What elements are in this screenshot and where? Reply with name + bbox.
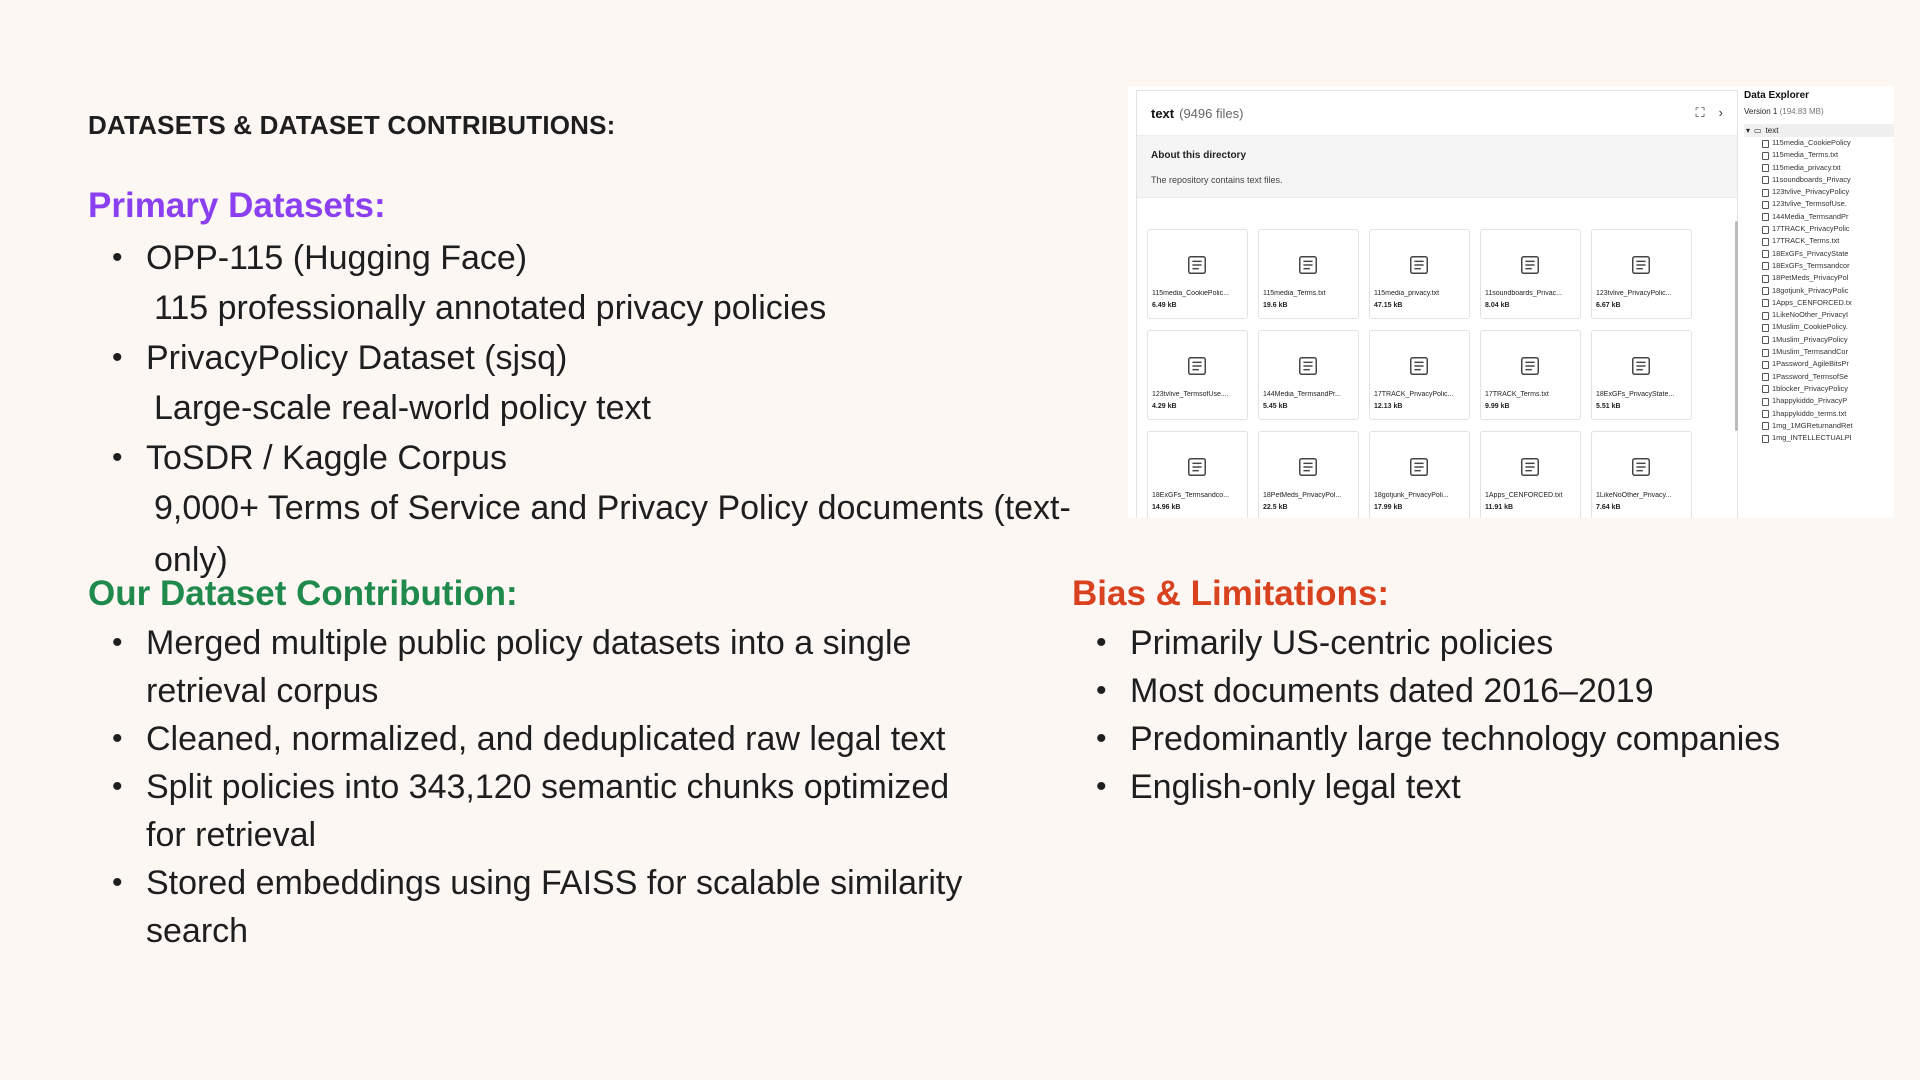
file-name: 144Media_TermsandPr... (1263, 391, 1341, 398)
bias-item: • Predominantly large technology companies (1076, 715, 1876, 763)
dataset-name: PrivacyPolicy Dataset (sjsq) (146, 339, 568, 377)
tree-file-item[interactable]: 115media_privacy.txt (1744, 162, 1894, 174)
tree-file-item[interactable]: 1Muslim_CookiePolicy. (1744, 321, 1894, 333)
file-name: 17TRACK_PrivacyPolic... (1374, 391, 1454, 398)
tree-file-item[interactable]: 115media_CookiePolicy (1744, 137, 1894, 149)
document-icon (1186, 355, 1208, 377)
file-name: 123tvlive_TermsofUse.... (1152, 391, 1229, 398)
tree-file-item[interactable]: 18PetMeds_PrivacyPol (1744, 272, 1894, 284)
file-size: 5.51 kB (1596, 403, 1621, 410)
tree-file-item[interactable]: 1Muslim_PrivacyPolicy (1744, 334, 1894, 346)
file-size: 9.99 kB (1485, 403, 1510, 410)
contribution-item: • Stored embeddings using FAISS for scalable similarity search (92, 859, 992, 955)
file-name: 115media_Terms.txt (1263, 290, 1326, 297)
file-name: 18ExGFs_Termsandco... (1152, 492, 1230, 499)
bias-list (1076, 619, 1876, 811)
tree-file-item[interactable]: 123tvlive_PrivacyPolicy (1744, 186, 1894, 198)
file-grid (1147, 229, 1707, 518)
primary-datasets-title: Primary Datasets: (88, 186, 386, 225)
file-card[interactable] (1258, 229, 1359, 319)
primary-datasets-list (92, 234, 1142, 586)
tree-root-label: text (1765, 126, 1779, 135)
tree-file-item[interactable]: 1Password_AgileBitsPr (1744, 358, 1894, 370)
file-size: 12.13 kB (1374, 403, 1403, 410)
document-icon (1408, 456, 1430, 478)
dataset-name: OPP-115 (Hugging Face) (146, 239, 528, 277)
contribution-item: • Merged multiple public policy datasets into a single retrieval corpus (92, 619, 992, 715)
tree-file-item[interactable]: 1mg_INTELLECTUALPI (1744, 432, 1894, 444)
explorer-version: Version 1 (194.83 MB) (1744, 107, 1824, 116)
tree-file-item[interactable]: 1mg_1MGReturnandRet (1744, 420, 1894, 432)
tree-root[interactable] (1744, 124, 1894, 137)
file-name: 18ExGFs_PrivacyState... (1596, 391, 1675, 398)
tree-file-item[interactable]: 17TRACK_Terms.txt (1744, 235, 1894, 247)
file-card[interactable] (1480, 431, 1581, 518)
about-description: The repository contains text files. (1151, 175, 1283, 185)
tree-file-item[interactable]: 1happykiddo_terms.txt (1744, 408, 1894, 420)
tree-file-item[interactable]: 144Media_TermsandPr (1744, 211, 1894, 223)
scrollbar[interactable] (1735, 221, 1738, 431)
file-name: 18gotjunk_PrivacyPoli... (1374, 492, 1449, 499)
data-explorer (1744, 86, 1894, 518)
file-size: 7.64 kB (1596, 504, 1621, 511)
document-icon (1186, 254, 1208, 276)
tree-file-item[interactable]: 1Password_TermsofSe (1744, 371, 1894, 383)
document-icon (1519, 254, 1541, 276)
directory-title: text (1151, 105, 1175, 121)
file-card[interactable] (1369, 431, 1470, 518)
contribution-item: • Split policies into 343,120 semantic chunks optimized for retrieval (92, 763, 992, 859)
about-title: About this directory (1151, 150, 1247, 161)
document-icon (1408, 355, 1430, 377)
dataset-screenshot (1128, 86, 1894, 518)
primary-dataset-item (92, 234, 1142, 334)
tree-file-item[interactable]: 18gotjunk_PrivacyPolic (1744, 285, 1894, 297)
file-count: (9496 files) (1179, 105, 1244, 121)
file-card[interactable] (1258, 330, 1359, 420)
file-size: 8.04 kB (1485, 302, 1510, 309)
file-size: 47.15 kB (1374, 302, 1403, 309)
expand-icon[interactable]: ⛶ (1695, 105, 1705, 120)
file-size: 19.6 kB (1263, 302, 1288, 309)
document-icon (1630, 456, 1652, 478)
document-icon (1297, 456, 1319, 478)
file-size: 22.5 kB (1263, 504, 1288, 511)
bias-item: • Most documents dated 2016–2019 (1076, 667, 1876, 715)
file-card[interactable] (1147, 229, 1248, 319)
file-name: 1Apps_CENFORCED.txt (1485, 492, 1563, 499)
file-size: 11.91 kB (1485, 504, 1514, 511)
file-name: 115media_CookiePolic... (1152, 290, 1229, 297)
file-tree (1744, 124, 1894, 444)
file-size: 14.96 kB (1152, 504, 1181, 511)
file-name: 115media_privacy.txt (1374, 290, 1440, 297)
tree-file-item[interactable]: 1Muslim_TermsandCor (1744, 346, 1894, 358)
file-card[interactable] (1147, 330, 1248, 420)
tree-file-item[interactable]: 18ExGFs_Termsandcor (1744, 260, 1894, 272)
document-icon (1408, 254, 1430, 276)
contribution-item: • Cleaned, normalized, and deduplicated raw legal text (92, 715, 992, 763)
document-icon (1630, 355, 1652, 377)
contribution-title: Our Dataset Contribution: (88, 574, 518, 613)
file-card[interactable] (1258, 431, 1359, 518)
file-card[interactable] (1147, 431, 1248, 518)
dataset-description: 9,000+ Terms of Service and Privacy Policy documents (text-only) (154, 489, 1071, 579)
file-card[interactable] (1369, 330, 1470, 420)
directory-header (1137, 91, 1737, 136)
bias-item: • English-only legal text (1076, 763, 1876, 811)
file-card[interactable] (1369, 229, 1470, 319)
tree-file-item[interactable]: 17TRACK_PrivacyPolic (1744, 223, 1894, 235)
file-size: 6.67 kB (1596, 302, 1621, 309)
bias-item: • Primarily US-centric policies (1076, 619, 1876, 667)
bias-title: Bias & Limitations: (1072, 574, 1389, 613)
dataset-description: Large-scale real-world policy text (154, 389, 651, 427)
document-icon (1519, 355, 1541, 377)
file-name: 11soundboards_Privac... (1485, 290, 1562, 297)
tree-file-item[interactable]: 1Apps_CENFORCED.tx (1744, 297, 1894, 309)
tree-file-item[interactable]: 1LikeNoOther_PrivacyI (1744, 309, 1894, 321)
file-name: 1LikeNoOther_Privacy... (1596, 492, 1672, 499)
file-card[interactable] (1480, 330, 1581, 420)
contribution-list (92, 619, 992, 955)
directory-panel (1136, 90, 1738, 518)
tree-file-item[interactable]: 115media_Terms.txt (1744, 149, 1894, 161)
primary-dataset-item (92, 434, 1142, 586)
file-card[interactable] (1591, 229, 1692, 319)
tree-file-item[interactable]: 18ExGFs_PrivacyState (1744, 248, 1894, 260)
file-card[interactable] (1591, 330, 1692, 420)
file-size: 6.49 kB (1152, 302, 1177, 309)
tree-file-item[interactable]: 11soundboards_Privacy (1744, 174, 1894, 186)
tree-file-item[interactable]: 1happykiddo_PrivacyP (1744, 395, 1894, 407)
file-size: 4.29 kB (1152, 403, 1177, 410)
chevron-right-icon[interactable]: › (1718, 105, 1723, 120)
file-size: 17.99 kB (1374, 504, 1403, 511)
file-name: 123tvlive_PrivacyPolic... (1596, 290, 1672, 297)
primary-dataset-item (92, 334, 1142, 434)
document-icon (1630, 254, 1652, 276)
file-size: 5.45 kB (1263, 403, 1288, 410)
document-icon (1186, 456, 1208, 478)
tree-file-item[interactable]: 123tvlive_TermsofUse. (1744, 198, 1894, 210)
dataset-description: 115 professionally annotated privacy policies (154, 289, 827, 327)
folder-icon: ▭ (1754, 126, 1762, 135)
document-icon (1297, 254, 1319, 276)
tree-file-item[interactable]: 1blocker_PrivacyPolicy (1744, 383, 1894, 395)
document-icon (1297, 355, 1319, 377)
slide-heading: DATASETS & DATASET CONTRIBUTIONS: (88, 110, 616, 140)
file-name: 18PetMeds_PrivacyPol... (1263, 492, 1342, 499)
file-name: 17TRACK_Terms.txt (1485, 391, 1549, 398)
dataset-name: ToSDR / Kaggle Corpus (146, 439, 507, 477)
file-card[interactable] (1480, 229, 1581, 319)
document-icon (1519, 456, 1541, 478)
chevron-down-icon: ▾ (1746, 126, 1751, 135)
file-card[interactable] (1591, 431, 1692, 518)
explorer-title: Data Explorer (1744, 90, 1810, 101)
about-directory (1137, 136, 1737, 198)
